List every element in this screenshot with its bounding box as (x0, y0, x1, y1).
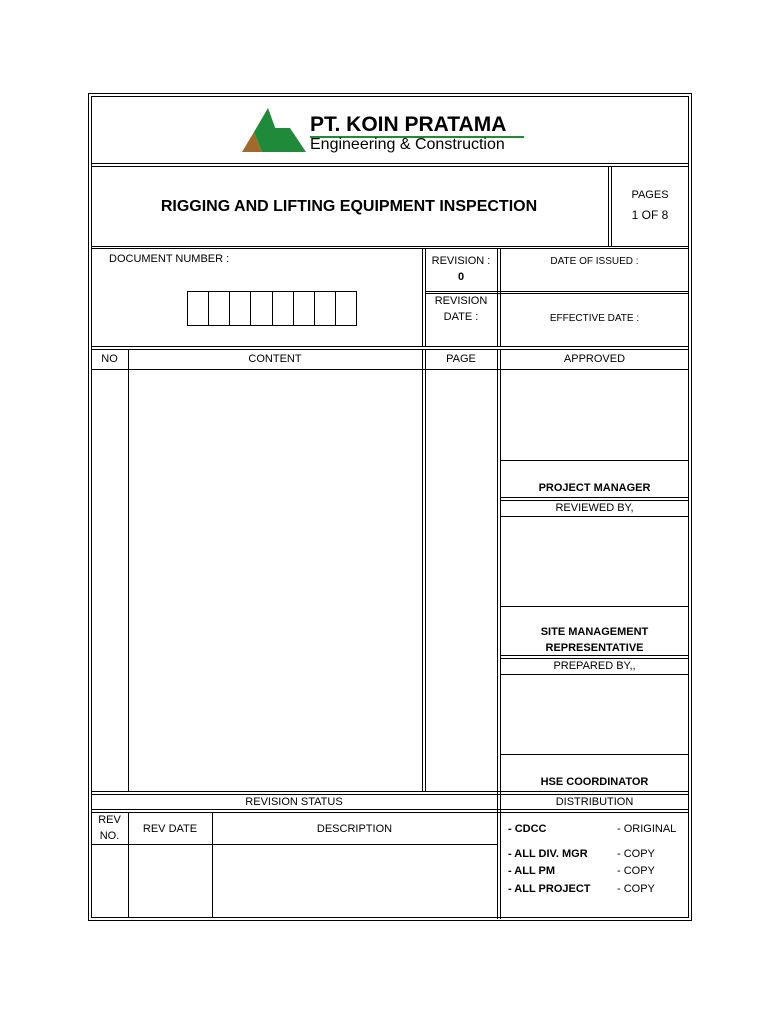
document-number-box[interactable] (273, 291, 294, 326)
distribution-type: - COPY (617, 848, 655, 860)
revision-date-label-2: DATE : (443, 311, 479, 323)
divider (91, 844, 497, 845)
header-page: PAGE (446, 353, 476, 365)
divider (91, 349, 689, 350)
distribution-type: - COPY (617, 865, 655, 877)
document-number-boxes (187, 291, 357, 326)
divider (128, 349, 129, 791)
document-number-box[interactable] (230, 291, 251, 326)
divider (500, 497, 689, 498)
project-manager-label: PROJECT MANAGER (538, 482, 651, 494)
revision-value: 0 (457, 271, 465, 283)
distribution-to: - ALL PROJECT (508, 883, 591, 895)
divider (497, 248, 498, 346)
distribution-to: - CDCC (508, 823, 547, 835)
divider (500, 754, 689, 755)
pages-value: 1 OF 8 (631, 208, 669, 222)
document-number-box[interactable] (187, 291, 209, 326)
reviewed-by-label: REVIEWED BY, (555, 502, 634, 514)
document-number-box[interactable] (209, 291, 230, 326)
divider (500, 460, 689, 461)
site-management-label: SITE MANAGEMENT (540, 626, 649, 638)
divider (422, 349, 423, 791)
divider (500, 655, 689, 656)
header-no: NO (101, 353, 118, 365)
rev-date-label: REV DATE (142, 823, 198, 835)
date-issued-label: DATE OF ISSUED : (550, 256, 639, 267)
divider (91, 166, 689, 167)
prepared-by-label: PREPARED BY,, (553, 660, 636, 672)
divider (608, 166, 609, 246)
company-tagline: Engineering & Construction (310, 136, 505, 153)
divider (422, 248, 423, 346)
divider (425, 291, 689, 292)
distribution-to: - ALL DIV. MGR (508, 848, 588, 860)
divider (91, 246, 689, 247)
divider (500, 516, 689, 517)
effective-date-label: EFFECTIVE DATE : (549, 313, 640, 324)
divider (611, 166, 612, 246)
company-name: PT. KOIN PRATAMA (310, 113, 507, 136)
document-number-box[interactable] (336, 291, 357, 326)
pages-label: PAGES (631, 189, 669, 201)
divider (91, 809, 689, 810)
divider (497, 349, 498, 919)
revision-date-label: REVISION (434, 295, 488, 307)
divider (91, 791, 689, 792)
description-label: DESCRIPTION (316, 823, 393, 835)
header-content: CONTENT (248, 353, 302, 365)
divider (91, 369, 689, 370)
distribution-title: DISTRIBUTION (555, 796, 634, 808)
site-management-label-2: REPRESENTATIVE (545, 642, 644, 654)
distribution-type: - COPY (617, 883, 655, 895)
divider (425, 349, 426, 791)
distribution-to: - ALL PM (508, 865, 556, 877)
rev-no-label: REV (98, 814, 121, 826)
document-number-box[interactable] (294, 291, 315, 326)
document-number-box[interactable] (315, 291, 336, 326)
distribution-type: - ORIGINAL (617, 823, 677, 835)
divider (91, 163, 689, 164)
document-title: RIGGING AND LIFTING EQUIPMENT INSPECTION (160, 198, 538, 215)
hse-coordinator-label: HSE COORDINATOR (540, 776, 649, 788)
divider (500, 674, 689, 675)
company-logo-icon (240, 106, 308, 154)
document-number-box[interactable] (251, 291, 272, 326)
divider (91, 812, 689, 813)
divider (91, 248, 689, 249)
rev-no-label-2: NO. (99, 830, 120, 842)
divider (500, 606, 689, 607)
revision-status-title: REVISION STATUS (245, 796, 343, 808)
revision-label: REVISION : (431, 255, 491, 267)
divider (91, 346, 689, 347)
header-approved: APPROVED (563, 353, 626, 365)
document-number-label: DOCUMENT NUMBER : (109, 253, 230, 265)
